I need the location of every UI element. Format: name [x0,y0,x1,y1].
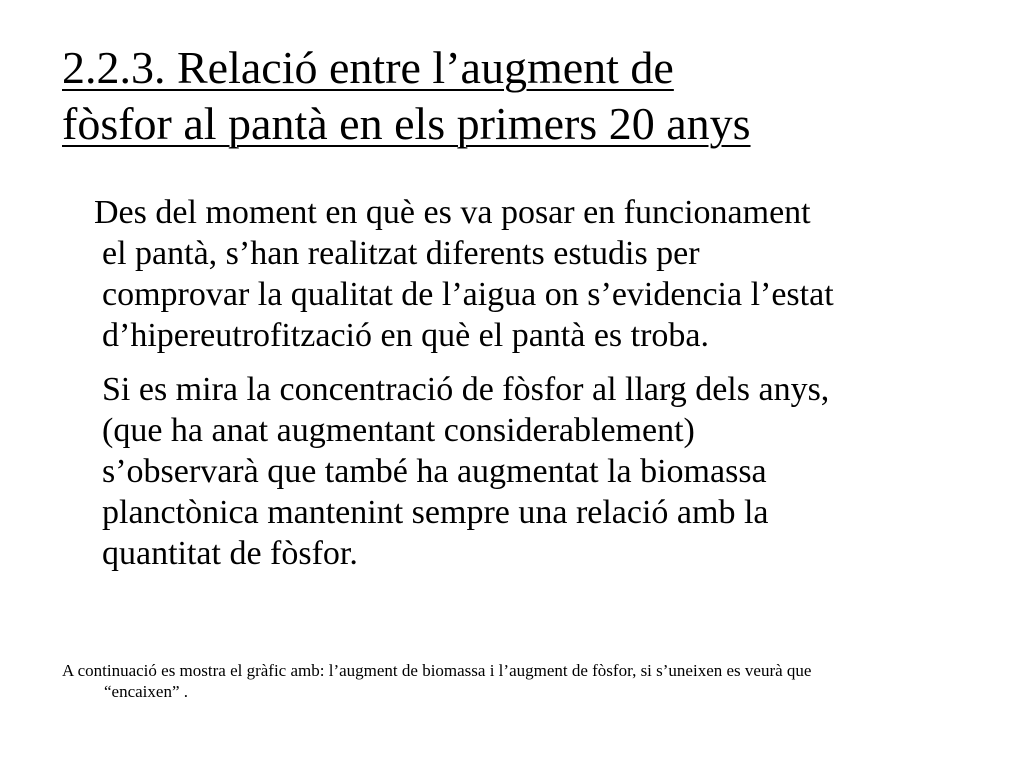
paragraph-line: planctònica mantenint sempre una relació amb la [102,494,769,531]
body-text [94,192,982,574]
footnote-line: “encaixen” . [104,682,188,701]
paragraph-line: (que ha anat augmentant considerablement) [102,412,695,449]
title-line: fòsfor al pantà en els primers 20 anys [62,98,751,149]
paragraph-line: comprovar la qualitat de l’aigua on s’evidencia l’estat [102,276,834,313]
paragraph-2 [102,369,982,574]
title-line: 2.2.3. Relació entre l’augment de [62,42,674,93]
slide-title [62,40,982,152]
footnote-line: A continuació es mostra el gràfic amb: l’augment de biomassa i l’augment de fòsfor, si s’uneixen es veurà que [62,661,812,680]
paragraph-1 [94,192,982,356]
paragraph-line: Des del moment en què es va posar en funcionament [94,194,811,231]
paragraph-line: quantitat de fòsfor. [102,535,358,572]
paragraph-line: d’hipereutrofització en què el pantà es troba. [102,317,710,354]
paragraph-line: el pantà, s’han realitzat diferents estudis per [102,235,700,272]
paragraph-line: Si es mira la concentració de fòsfor al llarg dels anys, [102,371,830,408]
paragraph-line: s’observarà que també ha augmentat la biomassa [102,453,767,490]
footnote [62,660,982,702]
